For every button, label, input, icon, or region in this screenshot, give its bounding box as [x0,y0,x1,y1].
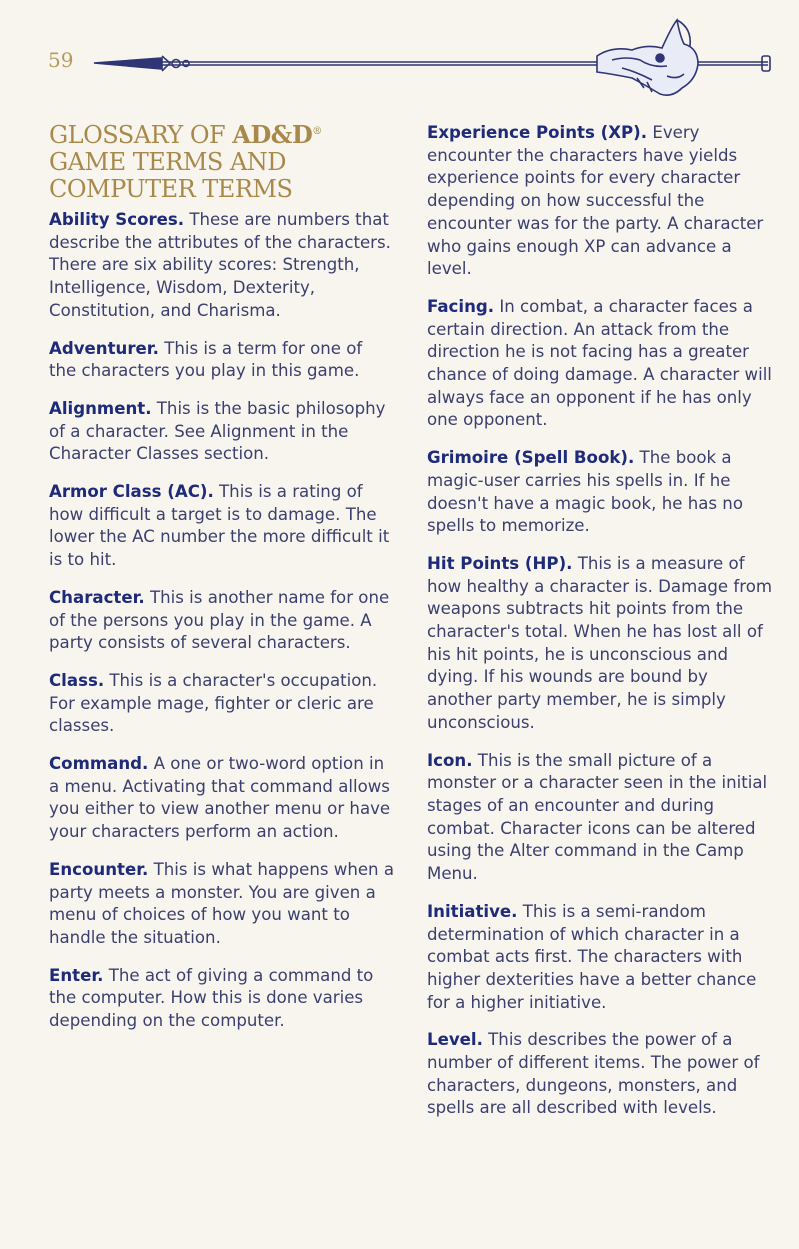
glossary-entry [49,670,394,738]
glossary-entry [427,553,777,735]
glossary-term: Ability Scores. [49,210,185,229]
spear-ornament-icon [92,16,772,100]
glossary-entry [49,753,394,844]
glossary-entry [49,587,394,655]
glossary-definition: This is a semi-random determination of which character in a combat acts first. The characters with higher dexterities have a better chance for a higher initiative. [427,901,757,1012]
glossary-term: Alignment. [49,398,152,418]
glossary-term: Encounter. [49,859,149,879]
glossary-entry [427,122,777,281]
registered-mark: ® [312,126,322,137]
glossary-definition: This is a measure of how healthy a character is. Damage from weapons subtracts hit points from the character's total. When he has lost all of his hit points, he is unconscious and dying. If his wounds are bound by another party member, he is simply unconscious. [427,553,773,732]
glossary-term: Grimoire (Spell Book). [427,448,635,468]
glossary-entry [49,338,394,383]
glossary-entry [49,209,394,323]
glossary-definition: This is the small picture of a monster or a character seen in the initial stages of an encounter and during combat. Character icons can be altered using the Alter command in the Camp Menu. [427,750,768,884]
glossary-definition: This is what happens when a party meets a monster. You are given a menu of choices of how you want to handle the situation. [49,859,395,947]
glossary-term: Experience Points (XP). [427,123,648,142]
title-line2: GAME TERMS AND [49,148,287,176]
glossary-definition: In combat, a character faces a certain direction. An attack from the direction he is not facing has a greater chance of doing damage. A character will always face an opponent if he has only one opponent. [427,296,772,430]
glossary-definition: A one or two-word option in a menu. Activating that command allows you either to view another menu or have your characters perform an action. [49,754,391,842]
glossary-entry [427,750,777,886]
glossary-term: Icon. [427,750,473,770]
glossary-definition: This is a rating of how difficult a target is to damage. The lower the AC number the more difficult it is to hit. [49,482,390,570]
glossary-term: Character. [49,587,145,607]
glossary-term: Adventurer. [49,338,159,358]
left-glossary-list [49,209,394,1033]
glossary-definition: These are numbers that describe the attributes of the characters. There are six ability scores: Strength, Intelligence, Wisdom, Dexterity, Constitution, and Charisma. [49,210,391,320]
left-column [49,118,394,1048]
glossary-term: Command. [49,754,149,774]
glossary-entry [427,447,777,538]
glossary-entry [427,296,777,432]
glossary-definition: This is a character's occupation. For example mage, fighter or cleric are classes. [49,670,378,736]
glossary-term: Class. [49,670,105,690]
glossary-definition: This is the basic philosophy of a character. See Alignment in the Character Classes section. [49,398,386,464]
glossary-entry [427,1029,777,1120]
right-column [427,122,777,1135]
glossary-entry [49,398,394,466]
title-brand: AD&D [232,120,313,149]
title-line3: COMPUTER TERMS [49,175,293,203]
glossary-term: Hit Points (HP). [427,553,573,573]
glossary-term: Armor Class (AC). [49,482,214,502]
right-glossary-list [427,122,777,1120]
glossary-term: Enter. [49,965,104,985]
glossary-entry [49,965,394,1033]
glossary-term: Level. [427,1030,483,1050]
glossary-entry [49,481,394,572]
glossary-entry [49,859,394,950]
glossary-definition: Every encounter the characters have yields experience points for every character depending on how successful the encounter was for the party. A character who gains enough XP can advance a level. [427,123,764,279]
glossary-definition: The act of giving a command to the computer. How this is done varies depending on the computer. [49,965,374,1031]
title-line1-prefix: GLOSSARY OF [49,121,233,149]
glossary-definition: The book a magic-user carries his spells in. If he doesn't have a magic book, he has no spells to memorize. [427,448,743,536]
glossary-definition: This is a term for one of the characters you play in this game. [49,338,363,381]
glossary-entry [427,901,777,1015]
glossary-term: Initiative. [427,901,518,921]
glossary-title [49,118,394,203]
glossary-definition: This describes the power of a number of different items. The power of characters, dungeons, monsters, and spells are all described with levels. [427,1030,760,1118]
page-number: 59 [48,48,74,72]
glossary-definition: This is another name for one of the persons you play in the game. A party consists of several characters. [49,587,390,653]
glossary-term: Facing. [427,296,495,316]
